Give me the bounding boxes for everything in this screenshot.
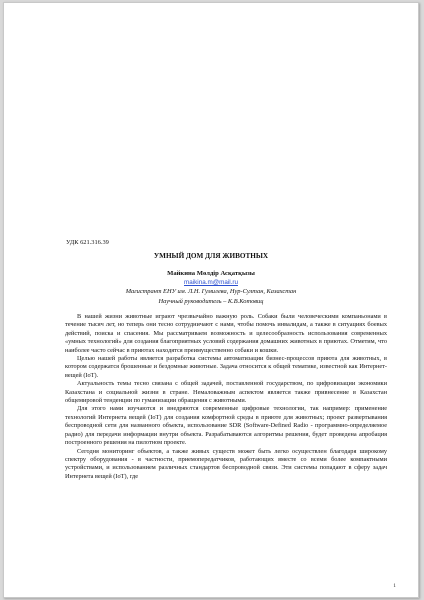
document-page xyxy=(3,2,419,598)
scientific-advisor: Научный руководитель – К.В.Котовиц xyxy=(158,298,264,305)
body-paragraph: Актуальность темы тесно связана с общей задачей, поставленной государством, по цифровизации экономики Казахстана и социальной жизни в стране. Немаловажным аспектом является также привнесение в Казахстан общемировой тенденции по гуманизации обращения с животными. xyxy=(65,380,387,405)
page-number: 1 xyxy=(393,583,396,589)
body-paragraph: Для этого нами изучаются и внедряются современные цифровые технологии, так например: применение технологий Интернета вещей (IoT) для создания комфортной среды в приюте для животных; проект развертывания беспроводной сети для названного объекта, использование SDR (Software-Defined Radio - программно-определяемое радио) для передачи информации внутри объекта. Разрабатываются алгоритмы решения, будет проведена апробация построенного решения на пилотном проекте. xyxy=(65,405,387,447)
body-paragraph: Целью нашей работы является разработка системы автоматизации бизнес-процессов приюта для животных, в котором содержатся брошенные и бездомные животные. Задача относится к общей тематике, известной как Интернет-вещей (IoT). xyxy=(65,355,387,379)
author-email-link[interactable]: maikina.m@mail.ru xyxy=(184,279,238,286)
body-paragraph: В нашей жизни животные играют чрезвычайно важную роль. Собаки были человеческими компаньонами в течение тысяч лет, но теперь они тесно сотрудничают с нами, чтобы помочь инвалидам, а также в ситуациях боевых действий, поиска и спасения. Мы рассматриваем возможность и целесообразность использования современных «умных технологий» для создания благоприятных условий содержания домашних животных в приютах. Отметим, что наиболее часто сейчас в приютах находятся преимущественно собаки и кошки. xyxy=(65,313,387,354)
article-title: УМНЫЙ ДОМ ДЛЯ ЖИВОТНЫХ xyxy=(153,252,269,260)
article-body xyxy=(65,313,387,481)
udk-code: УДК 621.316.39 xyxy=(66,239,109,246)
author-affiliation: Магистрант ЕНУ им. Л.Н. Гумилева, Нур-Султан, Казахстан xyxy=(125,288,297,295)
author-name: Майкина Мөлдір Асқатқызы xyxy=(167,270,255,277)
body-paragraph: Сегодня мониторинг объектов, а также живых существ может быть легко осуществлен благодаря широкому спектру оборудования - в частности, приемопередатчиков, работающих вместе со всеми более компактными устройствами, и использованием различных стандартов беспроводной связи. Эти системы попадают в сферу задач Интернета вещей (IoT), где xyxy=(65,447,387,480)
